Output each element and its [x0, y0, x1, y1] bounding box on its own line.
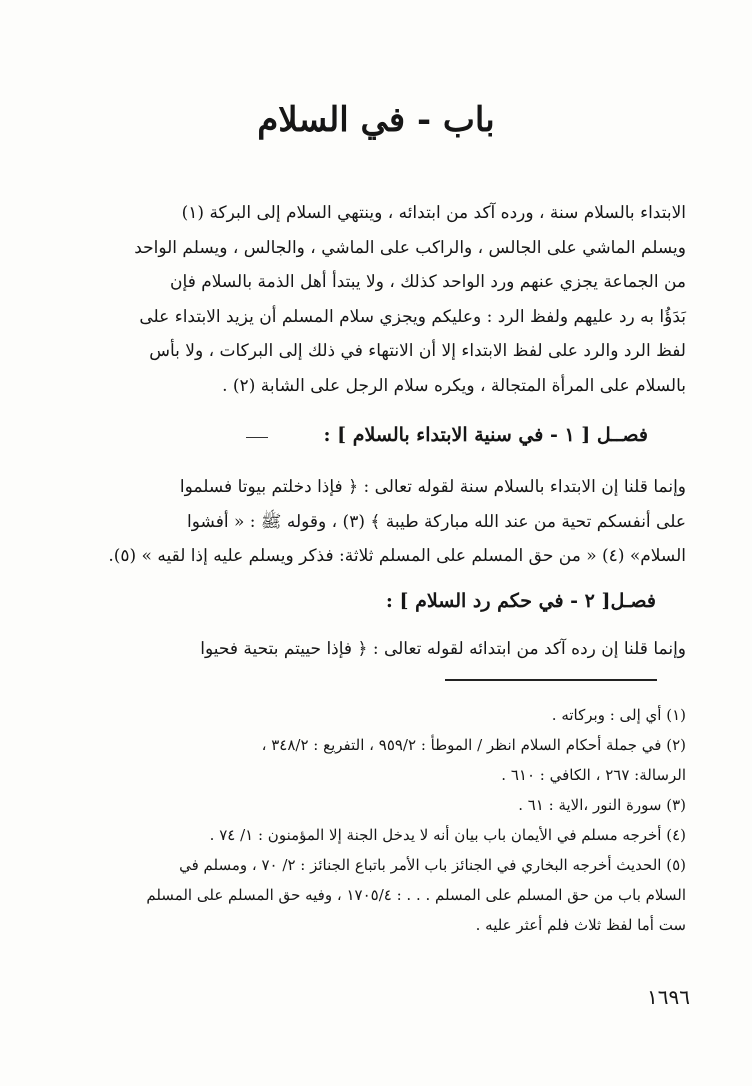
footnote-line: الرسالة: ٢٦٧ ، الكافي : ٦١٠ .: [501, 766, 686, 784]
section-heading-1: فصــل [ ١ - في سنية الابتداء بالسلام ] :: [323, 424, 648, 446]
footnote-line: (٤) أخرجه مسلم في الأيمان باب بيان أنه لا يدخل الجنة إلا المؤمنون : ١/ ٧٤ .: [209, 826, 686, 844]
footnote-separator: [445, 679, 657, 681]
page-number: ١٦٩٦: [647, 985, 690, 1009]
footnote-line: (٥) الحديث أخرجه البخاري في الجنائز باب الأمر باتباع الجنائز : ٢/ ٧٠ ، ومسلم في: [179, 856, 686, 874]
footnote-line: (٢) في جملة أحكام السلام انظر / الموطأ : ٩٥٩/٢ ، التفريع : ٣٤٨/٢ ،: [261, 736, 686, 754]
text-line: وإنما قلنا إن الابتداء بالسلام سنة لقوله تعالى : ﴿ فإذا دخلتم بيوتا فسلموا: [179, 477, 686, 497]
text-line: السلام» (٤) « من حق المسلم على المسلم ثلاثة: فذكر ويسلم عليه إذا لقيه » (٥).: [108, 546, 686, 566]
text-line: الابتداء بالسلام سنة ، ورده آكد من ابتدائه ، وينتهي السلام إلى البركة (١): [181, 203, 686, 223]
text-line: ويسلم الماشي على الجالس ، والراكب على الماشي ، والجالس ، ويسلم الواحد: [134, 237, 686, 258]
intro-paragraph: [66, 196, 686, 403]
text-line: من الجماعة يجزي عنهم ورد الواحد كذلك ، ولا يبتدأ أهل الذمة بالسلام فإن: [170, 272, 686, 292]
dash-mark: [246, 437, 268, 438]
section-heading-2: فصـل[ ٢ - في حكم رد السلام ] :: [385, 590, 656, 612]
footnote-line: السلام باب من حق المسلم على المسلم . . . : ١٧٠٥/٤ ، وفيه حق المسلم على المسلم: [146, 886, 686, 904]
footnotes: [66, 700, 686, 940]
chapter-title: باب - في السلام: [257, 100, 495, 140]
text-line: بالسلام على المرأة المتجالة ، ويكره سلام الرجل على الشابة (٢) .: [222, 375, 686, 396]
text-line: لفظ الرد والرد على لفظ الابتداء إلا أن الانتهاء في ذلك إلى البركات ، ولا بأس: [149, 341, 686, 361]
text-line: وإنما قلنا إن رده آكد من ابتدائه لقوله تعالى : ﴿ فإذا حييتم بتحية فحيوا: [200, 639, 686, 659]
text-line: على أنفسكم تحية من عند الله مباركة طيبة ﴾ (٣) ، وقوله ﷺ : « أفشوا: [187, 511, 686, 532]
footnote-line: ست أما لفظ ثلاث فلم أعثر عليه .: [475, 916, 686, 934]
text-line: بَدَؤُا به رد عليهم ولفظ الرد : وعليكم ويجزي سلام المسلم أن يزيد الابتداء على: [139, 306, 686, 327]
footnote-line: (١) أي إلى : وبركاته .: [551, 706, 686, 724]
footnote-line: (٣) سورة النور ،الاية : ٦١ .: [518, 796, 686, 814]
section-1-paragraph: [66, 470, 686, 574]
section-2-paragraph: [66, 632, 686, 667]
